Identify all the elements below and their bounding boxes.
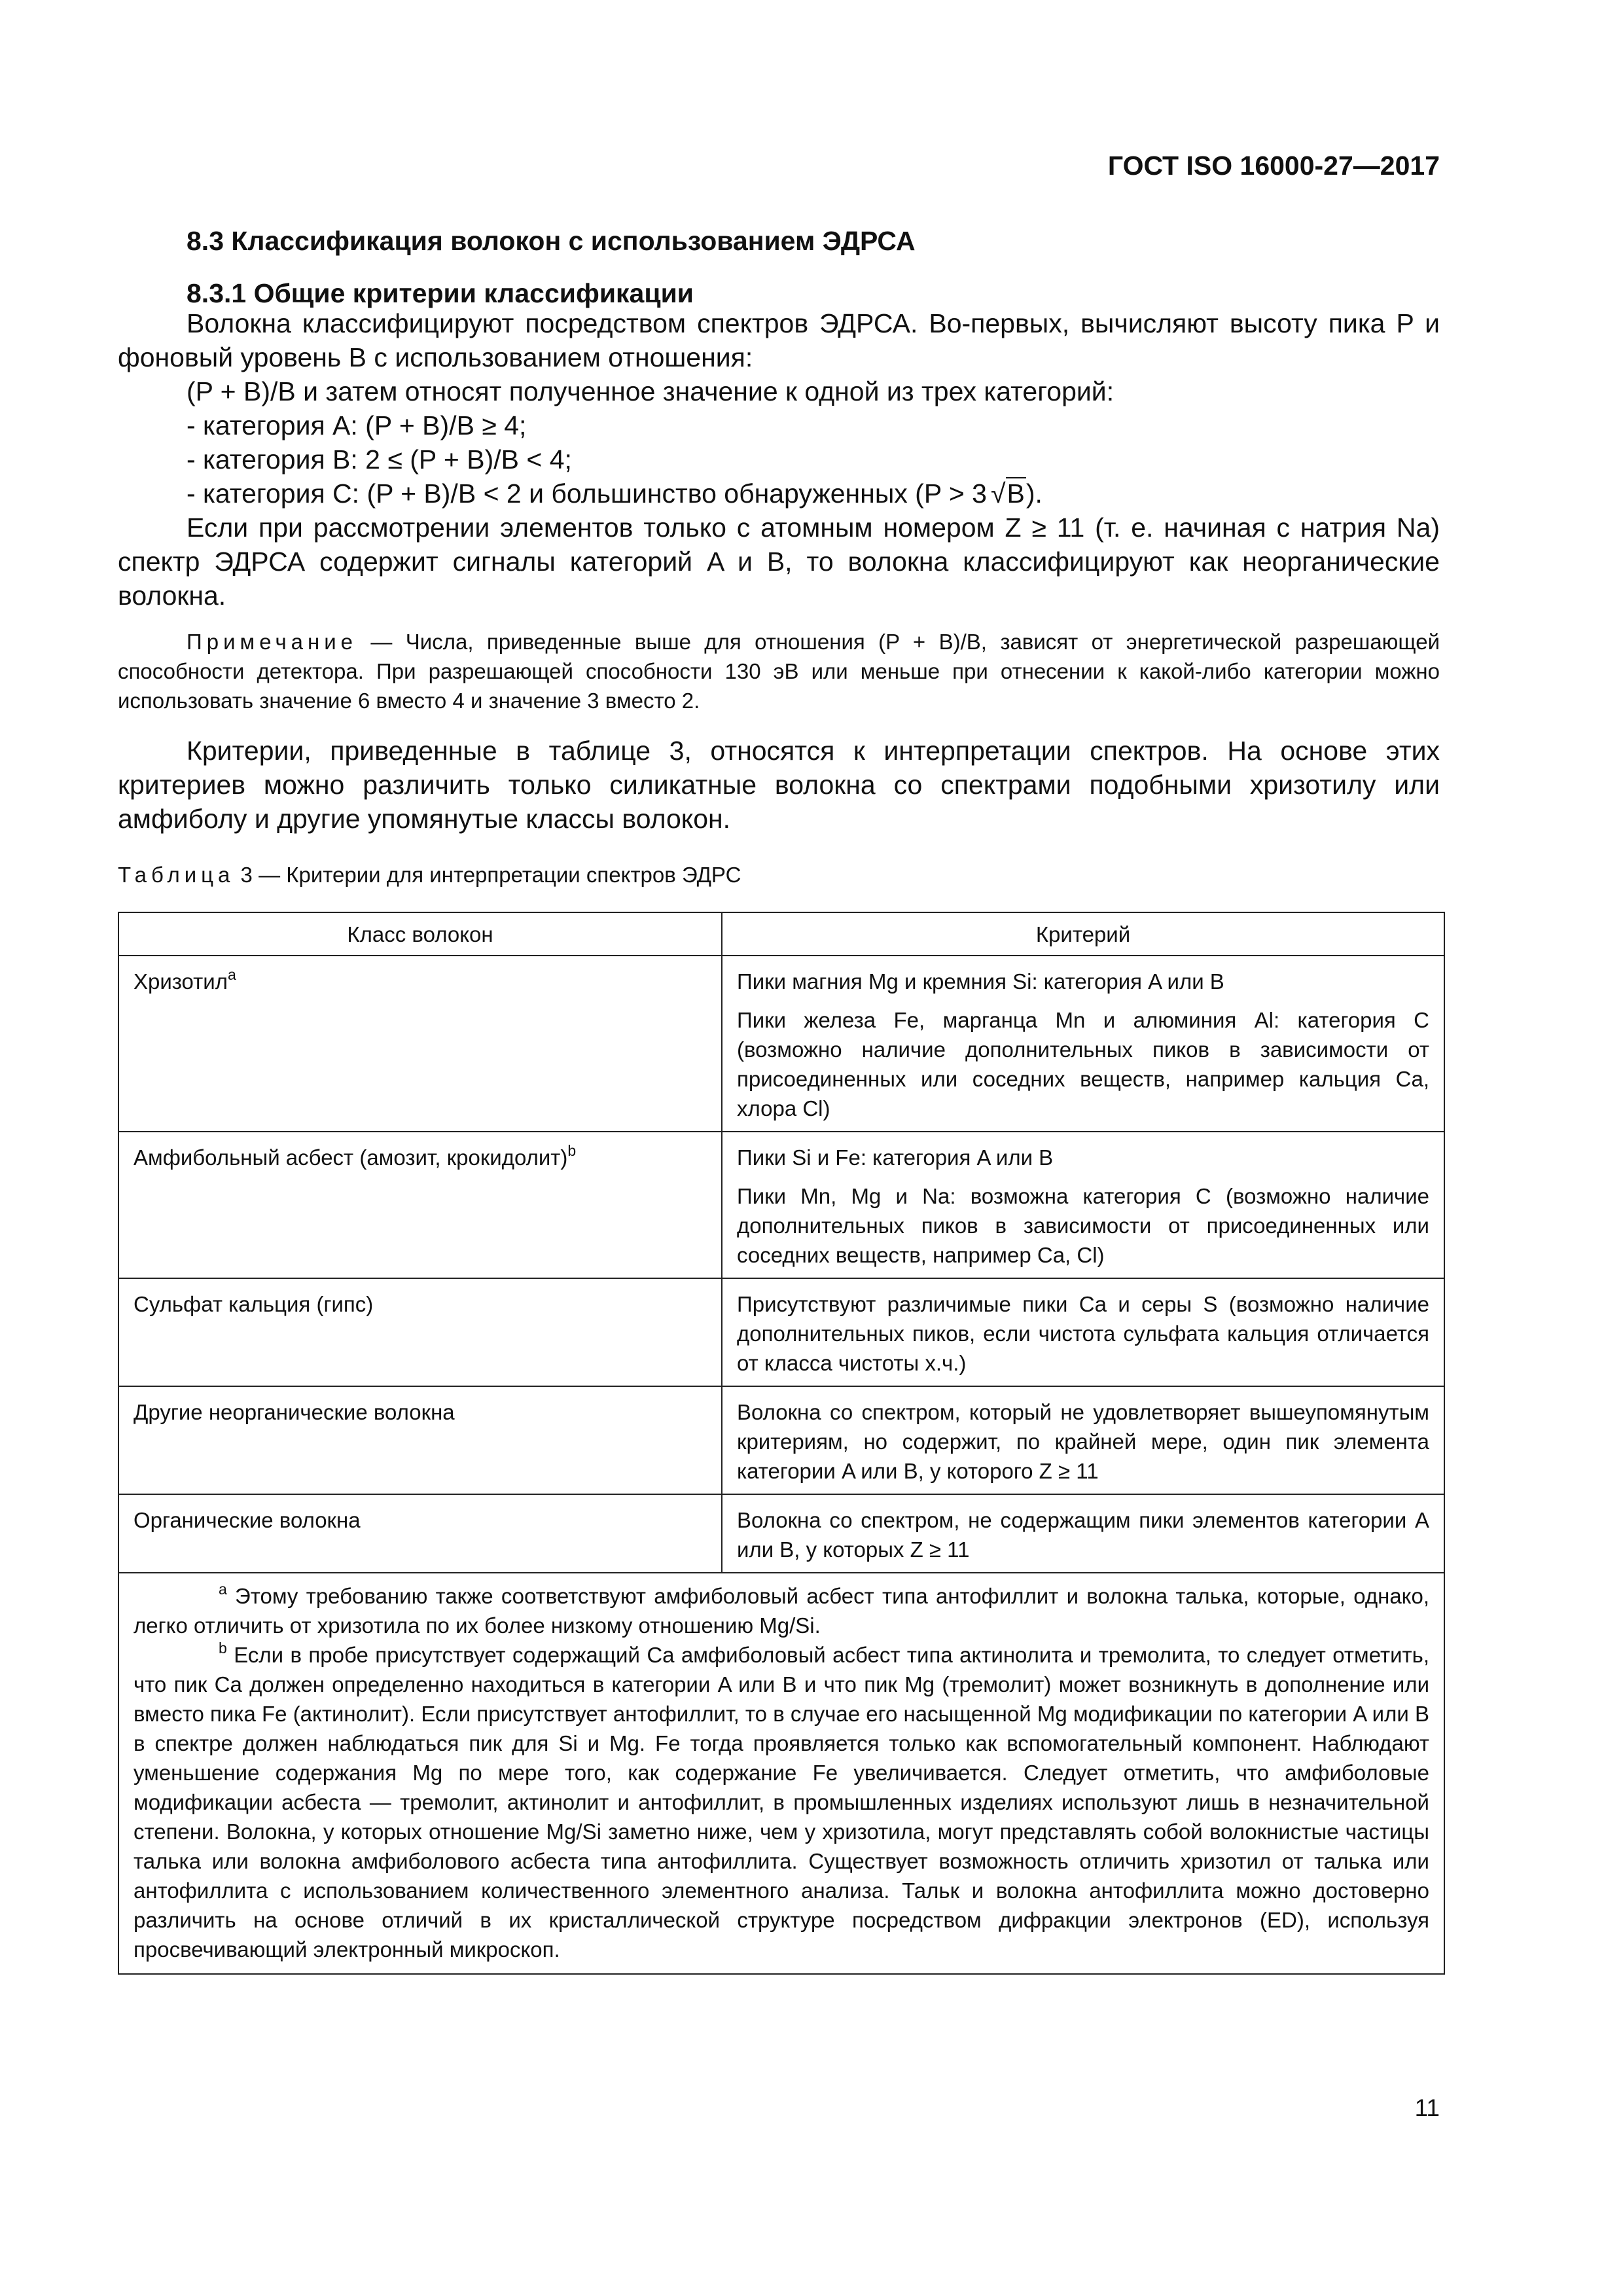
category-c-suffix: ). [1026, 478, 1043, 509]
table-row [118, 956, 1444, 1132]
column-header-class: Класс волокон [118, 912, 722, 956]
table-caption-label: Таблица [118, 863, 235, 887]
column-header-criterion: Критерий [722, 912, 1444, 956]
fiber-class-name: Хризотил [134, 969, 228, 994]
table-row [118, 1278, 1444, 1386]
paragraph-criteria: Критерии, приведенные в таблице 3, относятся к интерпретации спектров. На основе этих критериев можно различить только силикатные волокна со спектрами подобными хризотилу или амфиболу и другие упомянутые классы волокон. [118, 736, 1440, 834]
footnote-b [134, 1640, 1429, 1964]
section-title: 8.3 Классификация волокон с использованием ЭДРСА [187, 226, 916, 256]
criterion-text: Пики железа Fe, марганца Mn и алюминия Al: категория C (возможно наличие дополнительных пиков в зависимости от присоединенных или соседних веществ, например кальция Ca, хлора Cl) [737, 1008, 1429, 1121]
criterion-text: Пики магния Mg и кремния Si: категория A или B [737, 969, 1224, 994]
footnote-marker: b [567, 1142, 577, 1159]
criteria-table [118, 912, 1445, 1975]
table-footnotes-row [118, 1573, 1444, 1974]
square-root-radicand: B [1007, 478, 1025, 509]
category-c-text: - категория C: (P + B)/B < 2 и большинство обнаруженных (P > 3 [187, 478, 987, 509]
footnote-a-text: Этому требованию также соответствуют амфиболовый асбест типа антофиллит и волокна талька, которые, однако, легко отличить от хризотила по их более низкому отношению Mg/Si. [134, 1584, 1429, 1638]
square-root-symbol: √B [990, 478, 1025, 509]
body-text [118, 306, 1440, 836]
footnote-b-marker: b [219, 1640, 227, 1657]
table-caption [118, 863, 741, 888]
note [118, 627, 1440, 715]
footnote-a [134, 1581, 1429, 1640]
footnote-b-text: Если в пробе присутствует содержащий Ca амфиболовый асбест типа актинолита и тремолита, то следует отметить, что пик Ca должен определенно находиться в категории A или B и что пик Mg (тремолит) может возникнуть в дополнение или вместо пика Fe (актинолит). Если присутствует антофиллит, то в случае его насыщенной Mg модификации по категории A или B в спектре должен наблюдаться пик для Si и Mg. Fe тогда проявляется только как вспомогательный компонент. Наблюдают уменьшение содержания Mg по мере того, как содержание Fe увеличивается. Следует отметить, что амфиболовые модификации асбеста — тремолит, актинолит и антофиллит, в промышленных изделиях используют лишь в незначительной степени. Волокна, у которых отношение Mg/Si заметно ниже, чем у хризотила, могут представлять собой волокнистые частицы талька или волокна амфиболового асбеста типа антофиллита. Существует возможность отличить хризотил от талька или антофиллита с использованием количественного элементного анализа. Тальк и волокна антофиллита можно достоверно различить на основе отличий в их кристаллической структуре посредством дифракции электронов (ED), используя просвечивающий электронный микроскоп. [134, 1643, 1429, 1962]
criterion-cell [722, 1278, 1444, 1386]
table-header-row [118, 912, 1444, 956]
subsection-title: 8.3.1 Общие критерии классификации [187, 278, 694, 308]
note-label: Примечание [187, 630, 358, 654]
category-a-item: - категория A: (P + B)/B ≥ 4; [187, 410, 527, 440]
footnote-a-marker: a [219, 1581, 227, 1598]
criterion-text: Пики Mn, Mg и Na: возможна категория C (возможно наличие дополнительных пиков в зависимости от присоединенных или соседних веществ, например Ca, Cl) [737, 1184, 1429, 1267]
paragraph-ratio: (P + B)/B и затем относят полученное значение к одной из трех категорий: [187, 376, 1115, 406]
criterion-cell [722, 1132, 1444, 1278]
fiber-class-cell [118, 956, 722, 1132]
fiber-class-name: Органические волокна [134, 1508, 361, 1532]
category-c-item [118, 476, 1440, 511]
page-number: 11 [1414, 2094, 1440, 2121]
fiber-class-cell [118, 1278, 722, 1386]
criterion-cell [722, 1386, 1444, 1494]
criterion-cell [722, 1494, 1444, 1573]
table-footnotes [118, 1573, 1444, 1974]
table-caption-text: 3 — Критерии для интерпретации спектров ЭДРС [234, 863, 741, 887]
criterion-text: Волокна со спектром, не содержащим пики элементов категории A или B, у которых Z ≥ 11 [737, 1508, 1429, 1562]
paragraph-intro: Волокна классифицируют посредством спектров ЭДРСА. Во-первых, вычисляют высоту пика P и фоновый уровень B с использованием отношения: [118, 308, 1440, 372]
fiber-class-name: Амфибольный асбест (амозит, крокидолит) [134, 1145, 568, 1170]
table-row [118, 1494, 1444, 1573]
footnote-marker: a [228, 966, 236, 983]
criterion-text: Пики Si и Fe: категория A или B [737, 1145, 1054, 1170]
fiber-class-cell [118, 1132, 722, 1278]
table-row [118, 1386, 1444, 1494]
criterion-text: Присутствуют различимые пики Ca и серы S (возможно наличие дополнительных пиков, если чистота сульфата кальция отличается от класса чистоты х.ч.) [737, 1292, 1429, 1375]
note-text: — Числа, приведенные выше для отношения (P + B)/B, зависят от энергетической разрешающей способности детектора. При разрешающей способности 130 эВ или меньше при отнесении к какой-либо категории можно использовать значение 6 вместо 4 и значение 3 вместо 2. [118, 630, 1440, 713]
fiber-class-name: Сульфат кальция (гипс) [134, 1292, 374, 1316]
table-row [118, 1132, 1444, 1278]
criterion-cell [722, 956, 1444, 1132]
criterion-text: Волокна со спектром, который не удовлетворяет вышеупомянутым критериям, но содержит, по крайней мере, один пик элемента категории A или B, у которого Z ≥ 11 [737, 1400, 1429, 1483]
category-b-item: - категория B: 2 ≤ (P + B)/B < 4; [187, 444, 572, 475]
fiber-class-cell [118, 1386, 722, 1494]
fiber-class-cell [118, 1494, 722, 1573]
fiber-class-name: Другие неорганические волокна [134, 1400, 455, 1424]
paragraph-classification: Если при рассмотрении элементов только с атомным номером Z ≥ 11 (т. е. начиная с натрия Na) спектр ЭДРСА содержит сигналы категорий A и B, то волокна классифицируют как неорганические волокна. [118, 512, 1440, 611]
document-header: ГОСТ ISO 16000-27—2017 [1107, 151, 1440, 181]
